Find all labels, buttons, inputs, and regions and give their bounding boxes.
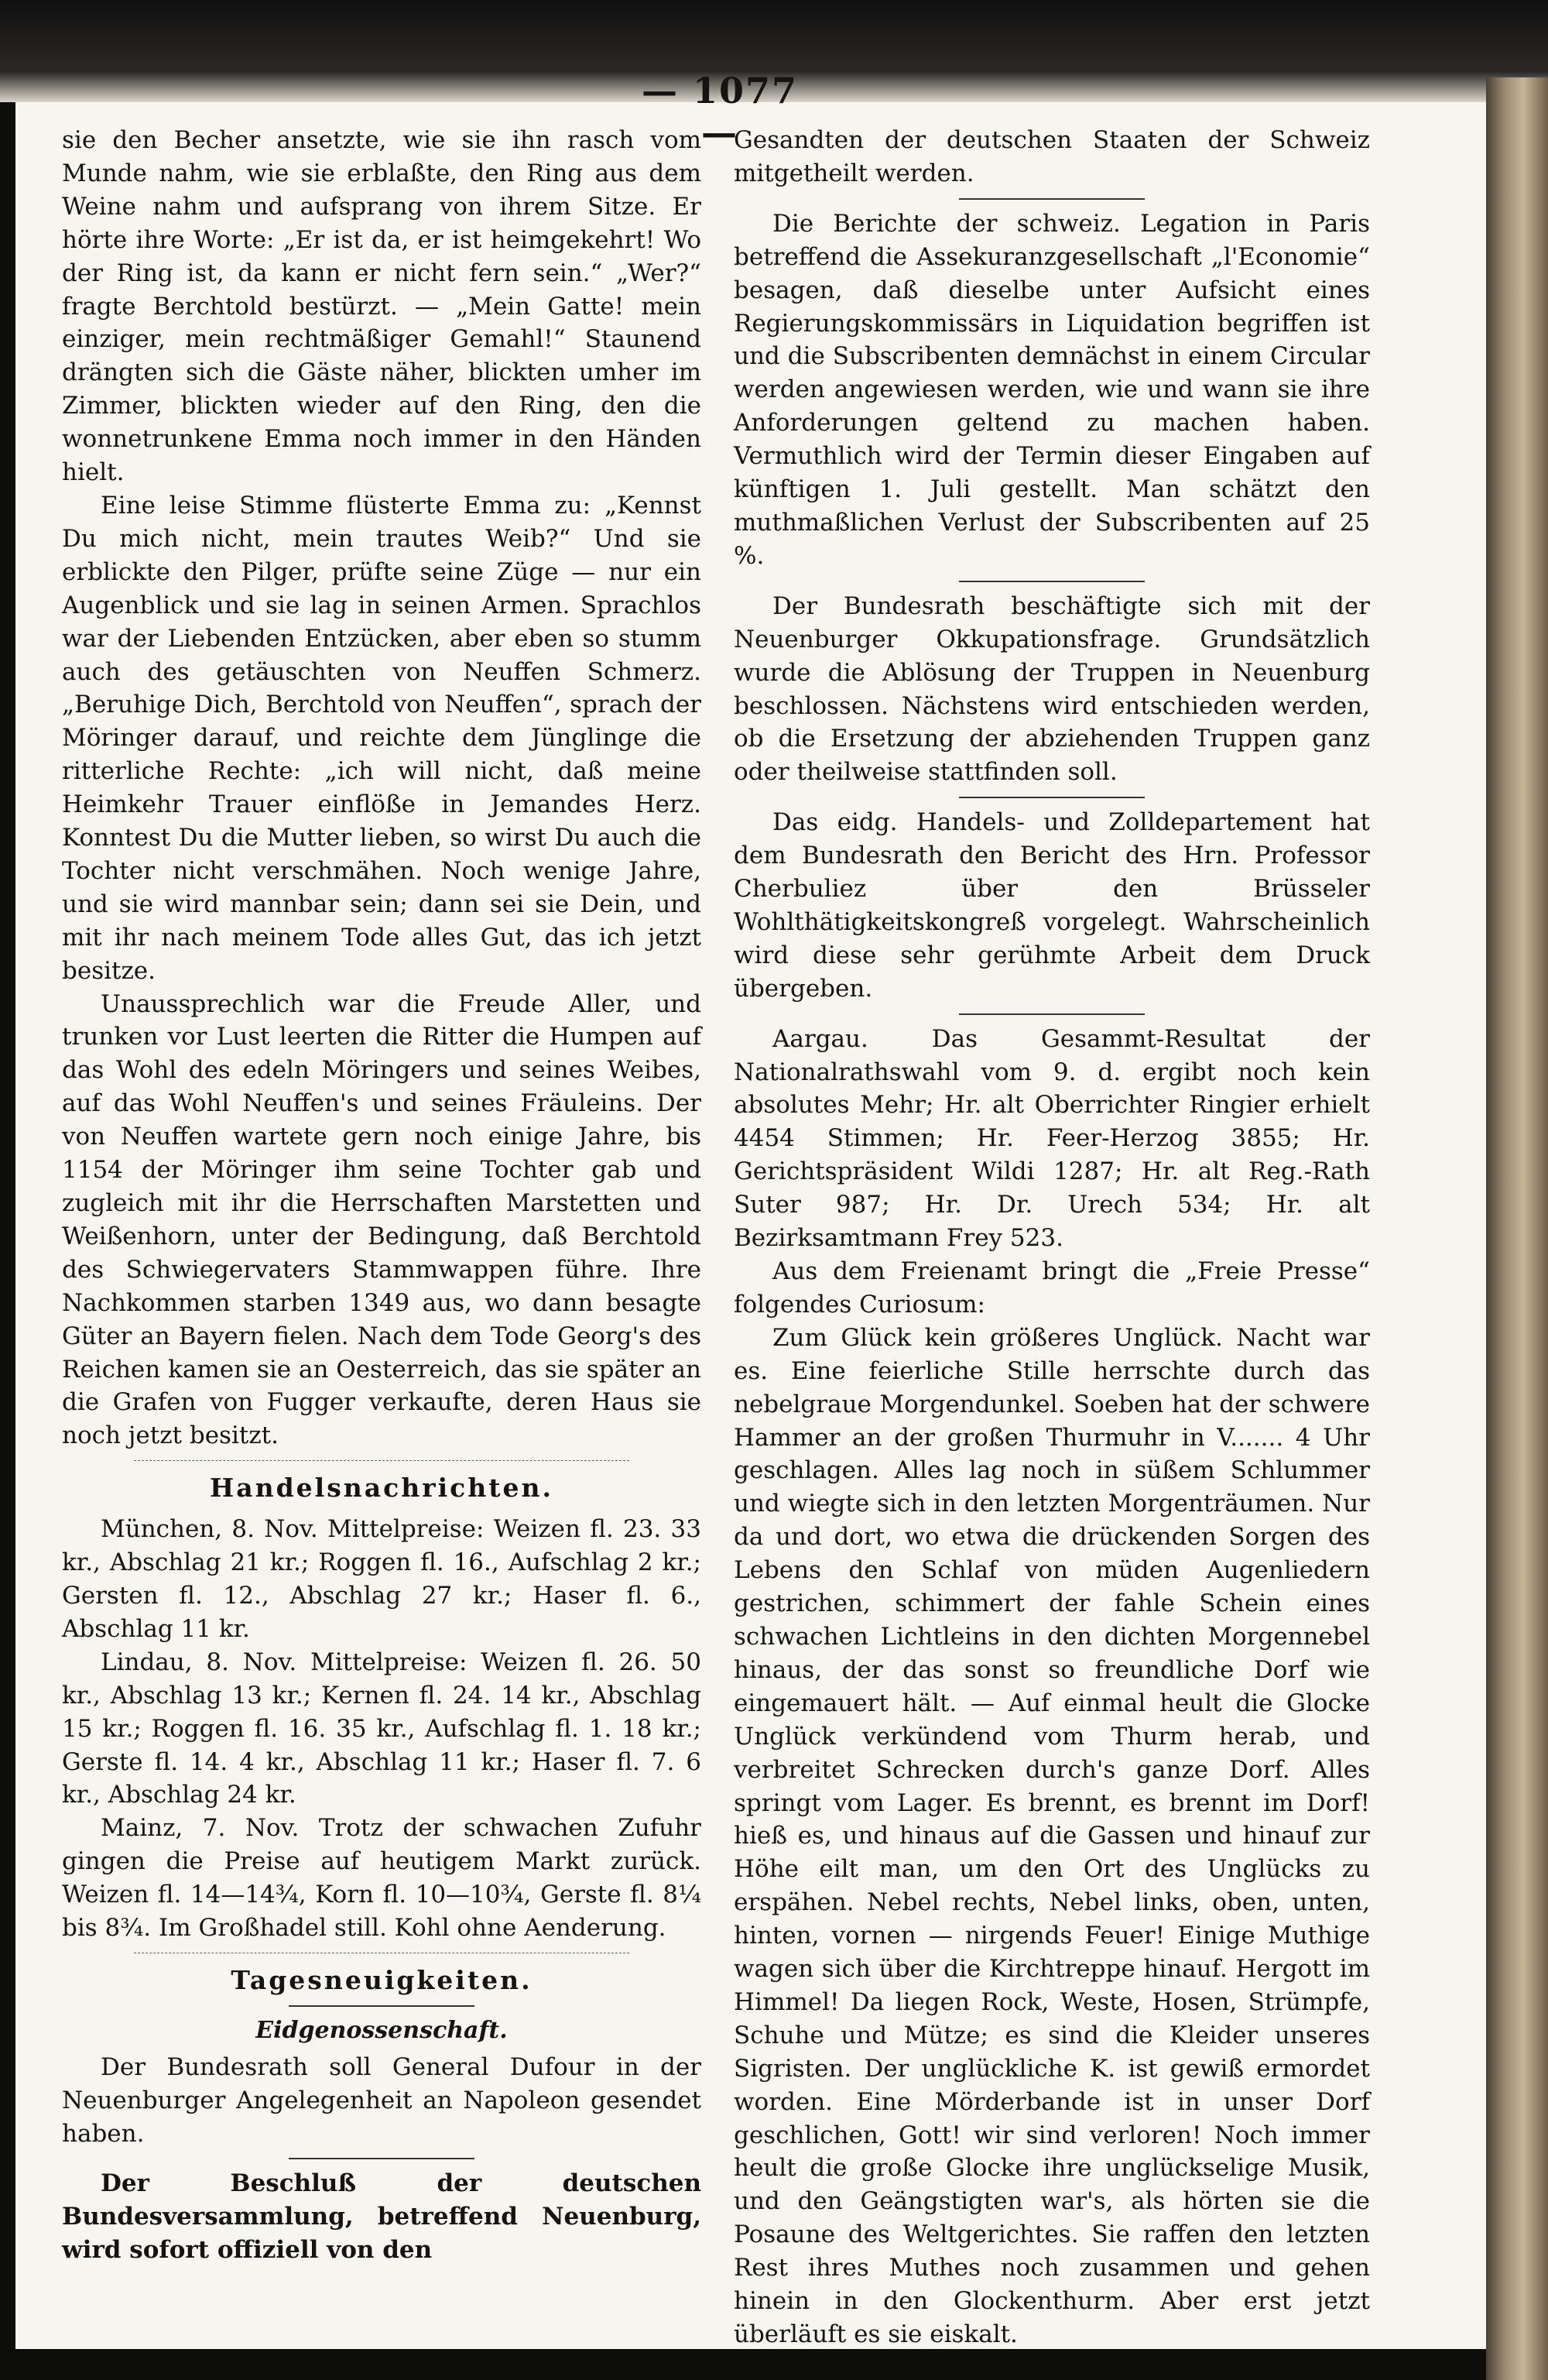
- story-paragraph: sie den Becher ansetzte, wie sie ihn rasch vom Munde nahm, wie sie erblaßte, den Ring aus dem Weine nahm und aufsprang von ihrem Sitze. Er hörte ihre Worte: „Er ist da, er ist heimgekehrt! Wo der Ring ist, da kann er nicht fern sein.“ „Wer?“ fragte Berchtold bestürzt. — „Mein Gatte! mein einziger, mein rechtmäßiger Gemahl!“ Staunend drängten sich die Gäste näher, blickten umher im Zimmer, blickten wieder auf den Ring, den die wonnetrunkene Emma noch immer in den Händen hielt.: [62, 126, 701, 487]
- market-report: Lindau, 8. Nov. Mittelpreise: Weizen fl. 26. 50 kr., Abschlag 13 kr.; Kernen fl. 24. 14 kr., Abschlag 15 kr.; Roggen fl. 16. 35 kr., Aufschlag fl. 1. 18 kr.; Gerste fl. 14. 4 kr., Abschlag 11 kr.; Haser fl. 7. 6 kr., Abschlag 24 kr.: [62, 1648, 701, 1809]
- section-heading-news: Tagesneuigkeiten.: [231, 1964, 533, 1995]
- news-item: Die Berichte der schweiz. Legation in Paris betreffend die Assekuranzgesellschaft „l'Economie“ besagen, daß dieselbe unter Aufsicht eines Regierungskommissärs in Liquidation begriffen ist und die Subscribenten demnächst in einem Circular werden angewiesen werden, wie und wann sie ihre Anforderungen geltend zu machen haben. Vermuthlich wird der Termin dieser Eingaben auf künftigen 1. Juli gestellt. Man schätzt den muthmaßlichen Verlust der Subscribenten auf 25 %.: [734, 209, 1370, 570]
- book-spine-edge: [1486, 77, 1548, 2380]
- section-divider: [134, 1460, 629, 1461]
- item-divider: [959, 1013, 1145, 1015]
- subheading-swiss: Eidgenossenschaft.: [255, 2016, 508, 2044]
- news-item: Der Bundesrath soll General Dufour in der Neuenburger Angelegenheit an Napoleon gesendet haben.: [62, 2052, 701, 2148]
- news-item: Der Bundesrath beschäftigte sich mit der Neuenburger Okkupationsfrage. Grundsätzlich wurde die Ablösung der Truppen in Neuenburg beschlossen. Nächstens wird entschieden werden, ob die Ersetzung der abziehenden Truppen ganz oder theilweise stattfinden soll.: [734, 592, 1370, 787]
- news-item: Der Beschluß der deutschen Bundesversammlung, betreffend Neuenburg, wird sofort offiziell von den: [62, 2169, 701, 2265]
- news-item: Das eidg. Handels- und Zolldepartement hat dem Bundesrath den Bericht des Hrn. Professor Cherbuliez über den Brüsseler Wohlthätigkeitskongreß vorgelegt. Wahrscheinlich wird diese sehr gerühmte Arbeit dem Druck übergeben.: [734, 808, 1370, 1003]
- section-divider: [289, 2005, 474, 2007]
- news-item: Aus dem Freienamt bringt die „Freie Presse“ folgendes Curiosum:: [734, 1257, 1370, 1319]
- story-paragraph: Eine leise Stimme flüsterte Emma zu: „Kennst Du mich nicht, mein trautes Weib?“ Und sie erblickte den Pilger, prüfte seine Züge — nur ein Augenblick und sie lag in seinen Armen. Sprachlos war der Liebenden Entzücken, aber eben so stumm auch des getäuschten von Neuffen Schmerz. „Beruhige Dich, Berchtold von Neuffen“, sprach der Möringer darauf, und reichte dem Jünglinge die ritterliche Rechte: „ich will nicht, daß meine Heimkehr Trauer einflöße in Jemandes Herz. Konntest Du die Mutter lieben, so wirst Du auch die Tochter nicht verschmähen. Noch wenige Jahre, und sie wird mannbar sein; dann sei sie Dein, und mit ihr nach meinem Tode alles Gut, das ich jetzt besitze.: [62, 491, 701, 985]
- item-divider: [959, 581, 1145, 582]
- item-divider: [289, 2158, 474, 2159]
- story-paragraph: Unaussprechlich war die Freude Aller, und trunken vor Lust leerten die Ritter die Humpen auf das Wohl des edeln Möringers und seines Weibes, auf das Wohl Neuffen's und seines Fräuleins. Der von Neuffen wartete gern noch einige Jahre, bis 1154 der Möringer ihm seine Tochter gab und zugleich mit ihr die Herrschaften Marstetten und Weißenhorn, unter der Bedingung, daß Berchtold des Schwiegervaters Stammwappen führe. Ihre Nachkommen starben 1349 aus, wo dann besagte Güter an Bayern fielen. Nach dem Tode Georg's des Reichen kamen sie an Oesterreich, das sie später an die Grafen von Fugger verkaufte, deren Haus sie noch jetzt besitzt.: [62, 989, 701, 1450]
- left-column: [62, 124, 701, 2323]
- news-item: Zum Glück kein größeres Unglück. Nacht war es. Eine feierliche Stille herrschte durch das nebelgraue Morgendunkel. Soeben hat der schwere Hammer an der großen Thurmuhr in V....... 4 Uhr geschlagen. Alles lag noch in süßem Schlummer und wiegte sich in den letzten Morgenträumen. Nur da und dort, wo etwa die drückenden Sorgen des Lebens den Schlaf von müden Augenliedern gestrichen, schimmert der fahle Schein eines schwachen Lichtleins in den dichten Morgennebel hinaus, der das sonst so freundliche Dorf wie eingemauert hält. — Auf einmal heult die Glocke Unglück verkündend vom Thurm herab, und verbreitet Schrecken durch's ganze Dorf. Alles springt vom Lager. Es brennt, es brennt im Dorf! hieß es, und hinaus auf die Gassen und hinauf zur Höhe eilt man, um den Ort des Unglücks zu erspähen. Nebel rechts, Nebel links, oben, unten, hinten, vornen — nirgends Feuer! Einige Muthige wagen sich über die Kirchtreppe hinauf. Hergott im Himmel! Da liegen Rock, Weste, Hosen, Strümpfe, Schuhe und Mütze; es sind die Kleider unseres Sigristen. Der unglückliche K. ist gewiß ermordet worden. Eine Mörderbande ist in unser Dorf geschlichen, Gott! wir sind verloren! Noch immer heult die große Glocke ihre unglückselige Musik, und den Geängstigten war's, als hörten sie die Posaune des Weltgerichtes. Sie raffen den letzten Rest ihres Muthes noch zusammen und gehen hinein in den Glockenthurm. Aber erst jetzt überläuft es sie eiskalt.: [734, 1323, 1370, 2348]
- section-heading-market: Handelsnachrichten.: [210, 1473, 553, 1504]
- item-divider: [959, 198, 1145, 200]
- news-item: Gesandten der deutschen Staaten der Schweiz mitgetheilt werden.: [734, 126, 1370, 187]
- news-item: Aargau. Das Gesammt-Resultat der Nationalrathswahl vom 9. d. ergibt noch kein absolutes Mehr; Hr. alt Oberrichter Ringier erhielt 4454 Stimmen; Hr. Feer-Herzog 3855; Hr. Gerichtspräsident Wildi 1287; Hr. alt Reg.-Rath Suter 987; Hr. Dr. Urech 534; Hr. alt Bezirksamtmann Frey 523.: [734, 1024, 1370, 1253]
- market-report: München, 8. Nov. Mittelpreise: Weizen fl. 23. 33 kr., Abschlag 21 kr.; Roggen fl. 16., Aufschlag 2 kr.; Gersten fl. 12., Abschlag 27 kr.; Haser fl. 6., Abschlag 11 kr.: [62, 1515, 701, 1643]
- item-divider: [959, 797, 1145, 798]
- right-column: [734, 124, 1370, 2348]
- page-number: — 1077 —: [641, 70, 799, 153]
- market-report: Mainz, 7. Nov. Trotz der schwachen Zufuhr gingen die Preise auf heutigem Markt zurück. Weizen fl. 14—14¾, Korn fl. 10—10¾, Gerste fl. 8¼ bis 8¾. Im Großhadel still. Kohl ohne Aenderung.: [62, 1814, 701, 1943]
